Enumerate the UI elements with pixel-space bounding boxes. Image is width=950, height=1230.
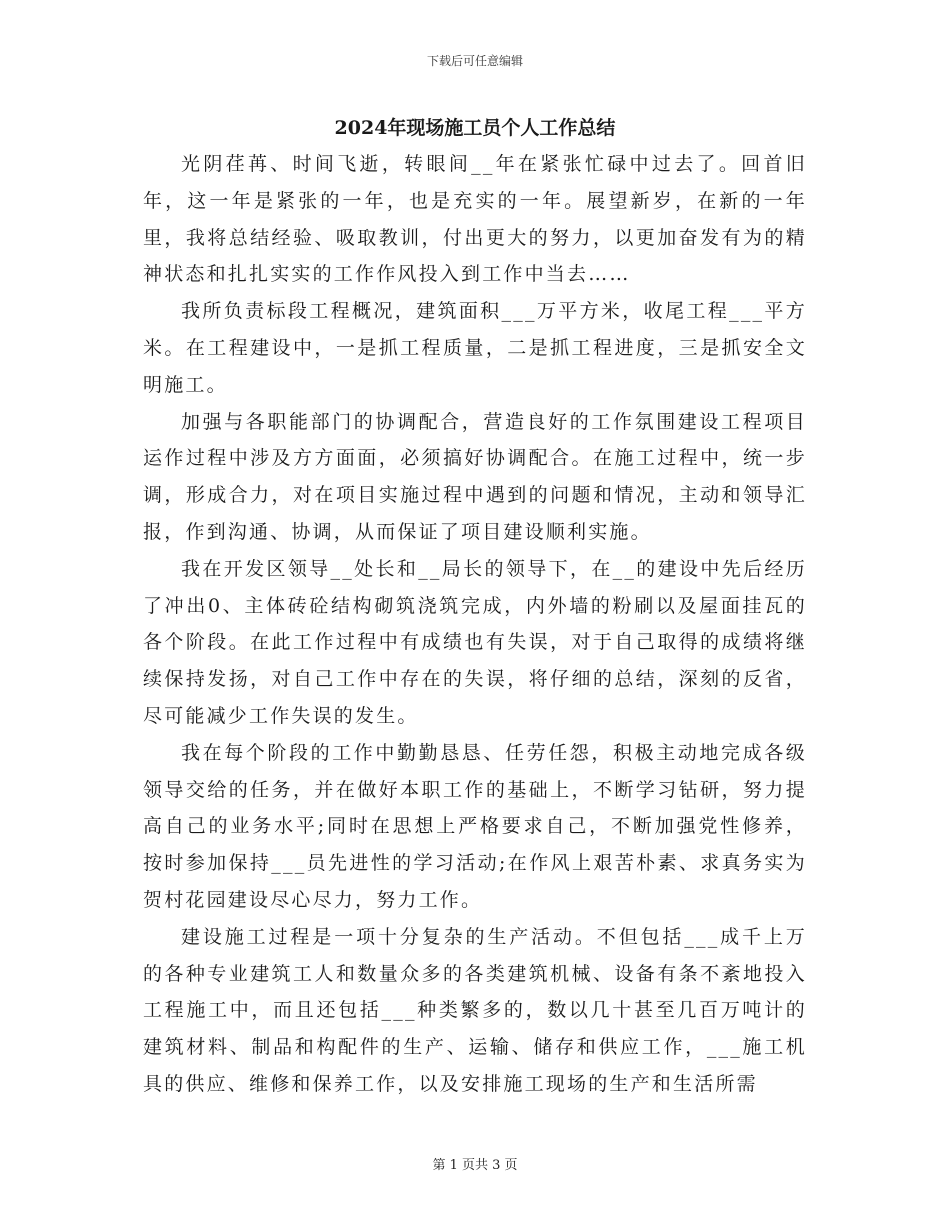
paragraph: 我在开发区领导__处长和__局长的领导下，在__的建设中先后经历了冲出0、主体砖砼结构砌筑浇筑完成，内外墙的粉刷以及屋面挂瓦的各个阶段。在此工作过程中有成绩也有失误，对于自己取得的成绩将继续保持发扬，对自己工作中存在的失误，将仔细的总结，深刻的反省，尽可能减少工作失误的发生。 (143, 557, 807, 727)
paragraph: 建设施工过程是一项十分复杂的生产活动。不但包括___成千上万的各种专业建筑工人和数量众多的各类建筑机械、设备有条不紊地投入工程施工中，而且还包括___种类繁多的，数以几十甚至几百万吨计的建筑材料、制品和构配件的生产、运输、储存和供应工作，___施工机具的供应、维修和保养工作，以及安排施工现场的生产和生活所需 (143, 925, 807, 1095)
paragraph: 我在每个阶段的工作中勤勤恳恳、任劳任怨，积极主动地完成各级领导交给的任务，并在做好本职工作的基础上，不断学习钻研，努力提高自己的业务水平;同时在思想上严格要求自己，不断加强党性修养，按时参加保持___员先进性的学习活动;在作风上艰苦朴素、求真务实为贺村花园建设尽心尽力，努力工作。 (143, 741, 807, 911)
paragraph: 加强与各职能部门的协调配合，营造良好的工作氛围建设工程项目运作过程中涉及方方面面，必须搞好协调配合。在施工过程中，统一步调，形成合力，对在项目实施过程中遇到的问题和情况，主动和领导汇报，作到沟通、协调，从而保证了项目建设顺利实施。 (143, 410, 807, 543)
document-body (143, 146, 807, 1103)
document-title: 2024年现场施工员个人工作总结 (334, 117, 616, 139)
header-note: 下载后可任意编辑 (426, 54, 523, 68)
paragraph: 光阴荏苒、时间飞逝，转眼间__年在紧张忙碌中过去了。回首旧年，这一年是紧张的一年，也是充实的一年。展望新岁，在新的一年里，我将总结经验、吸取教训，付出更大的努力，以更加奋发有为的精神状态和扎扎实实的工作作风投入到工作中当去…… (143, 153, 807, 286)
paragraph: 我所负责标段工程概况，建筑面积___万平方米，收尾工程___平方米。在工程建设中，一是抓工程质量，二是抓工程进度，三是抓安全文明施工。 (143, 300, 807, 396)
page-indicator: 第 1 页共 3 页 (432, 1158, 518, 1173)
